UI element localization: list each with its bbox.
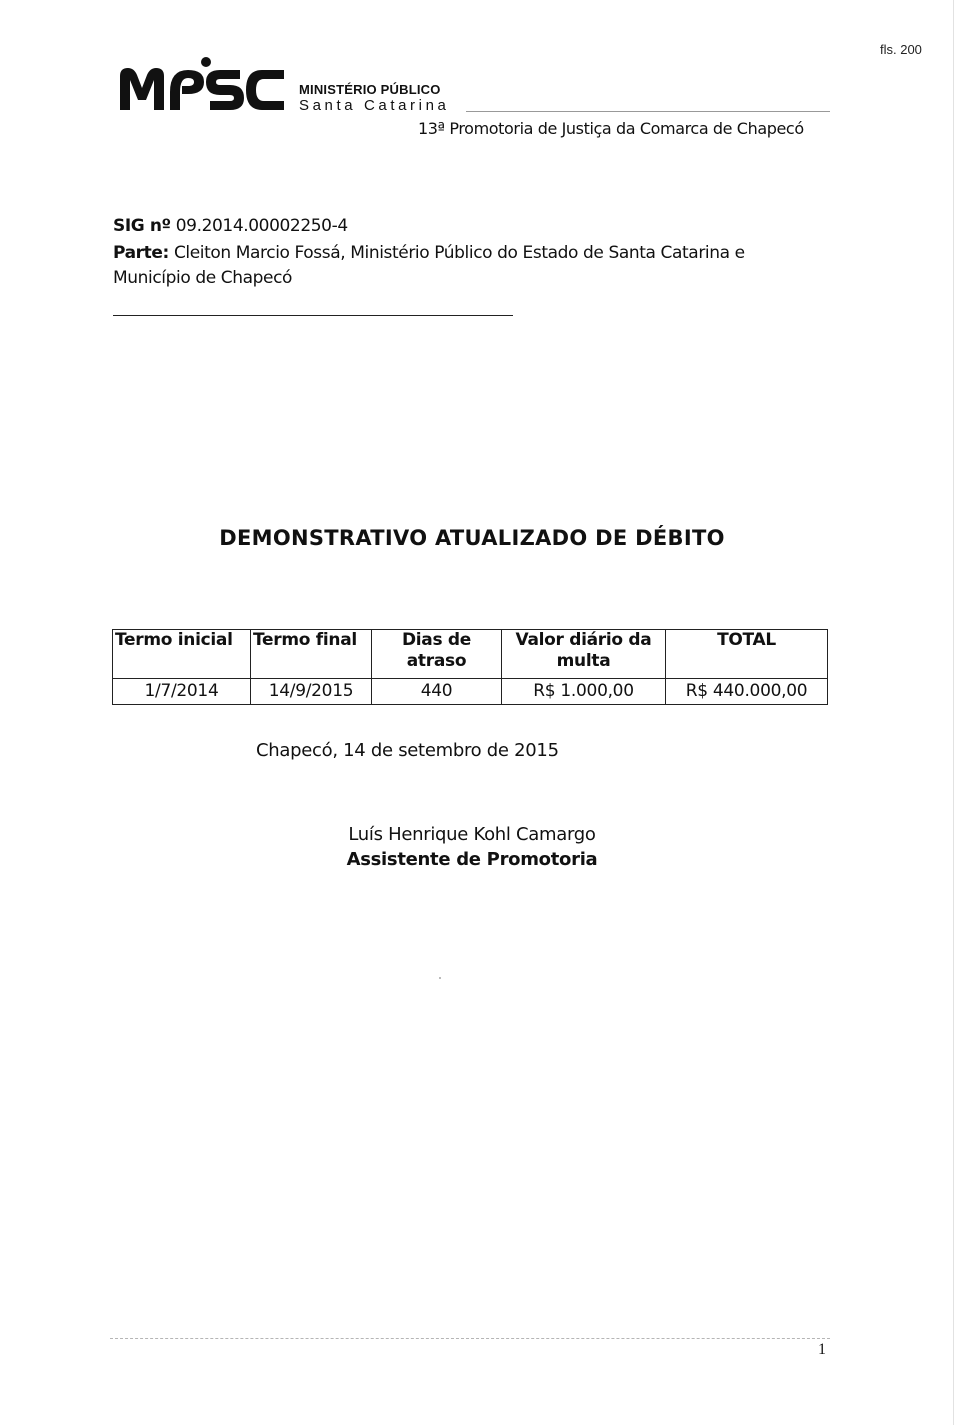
table-row bbox=[113, 679, 828, 705]
cell-total: R$ 440.000,00 bbox=[666, 679, 828, 705]
parte-line bbox=[113, 243, 745, 263]
scan-speck bbox=[439, 977, 441, 979]
sig-value: 09.2014.00002250-4 bbox=[175, 216, 348, 236]
header-termo-final: Termo final bbox=[251, 630, 372, 679]
table-header-row bbox=[113, 630, 828, 679]
header-divider bbox=[466, 111, 830, 112]
header-dias-atraso: Dias de atraso bbox=[372, 630, 502, 679]
sig-number bbox=[113, 216, 348, 236]
parte-line-continued: Município de Chapecó bbox=[113, 268, 293, 288]
case-divider bbox=[113, 315, 513, 316]
parte-label: Parte: bbox=[113, 243, 169, 263]
scan-edge bbox=[953, 0, 954, 1425]
header-termo-inicial: Termo inicial bbox=[113, 630, 251, 679]
page-number: 1 bbox=[818, 1341, 826, 1358]
header-valor-diario-text: Valor diário da multa bbox=[515, 630, 652, 671]
header-total: TOTAL bbox=[666, 630, 828, 679]
cell-dias-atraso: 440 bbox=[372, 679, 502, 705]
cell-termo-inicial: 1/7/2014 bbox=[113, 679, 251, 705]
document-title: DEMONSTRATIVO ATUALIZADO DE DÉBITO bbox=[219, 526, 725, 550]
date-line: Chapecó, 14 de setembro de 2015 bbox=[256, 740, 559, 761]
institution-name: MINISTÉRIO PÚBLICO bbox=[299, 82, 441, 97]
header-valor-diario bbox=[502, 630, 666, 679]
folio-number: fls. 200 bbox=[880, 42, 922, 57]
debt-table bbox=[112, 629, 828, 705]
promotoria-name: 13ª Promotoria de Justiça da Comarca de Chapecó bbox=[418, 119, 804, 138]
signer-role: Assistente de Promotoria bbox=[346, 849, 598, 870]
footer-divider bbox=[110, 1338, 830, 1339]
sig-label: SIG nº bbox=[113, 216, 171, 236]
institution-state: Santa Catarina bbox=[299, 97, 450, 114]
parte-value: Cleiton Marcio Fossá, Ministério Público do Estado de Santa Catarina e bbox=[173, 243, 745, 263]
cell-termo-final: 14/9/2015 bbox=[251, 679, 372, 705]
cell-valor-diario: R$ 1.000,00 bbox=[502, 679, 666, 705]
signer-name: Luís Henrique Kohl Camargo bbox=[348, 824, 596, 845]
mpsc-logo-icon bbox=[116, 48, 286, 116]
